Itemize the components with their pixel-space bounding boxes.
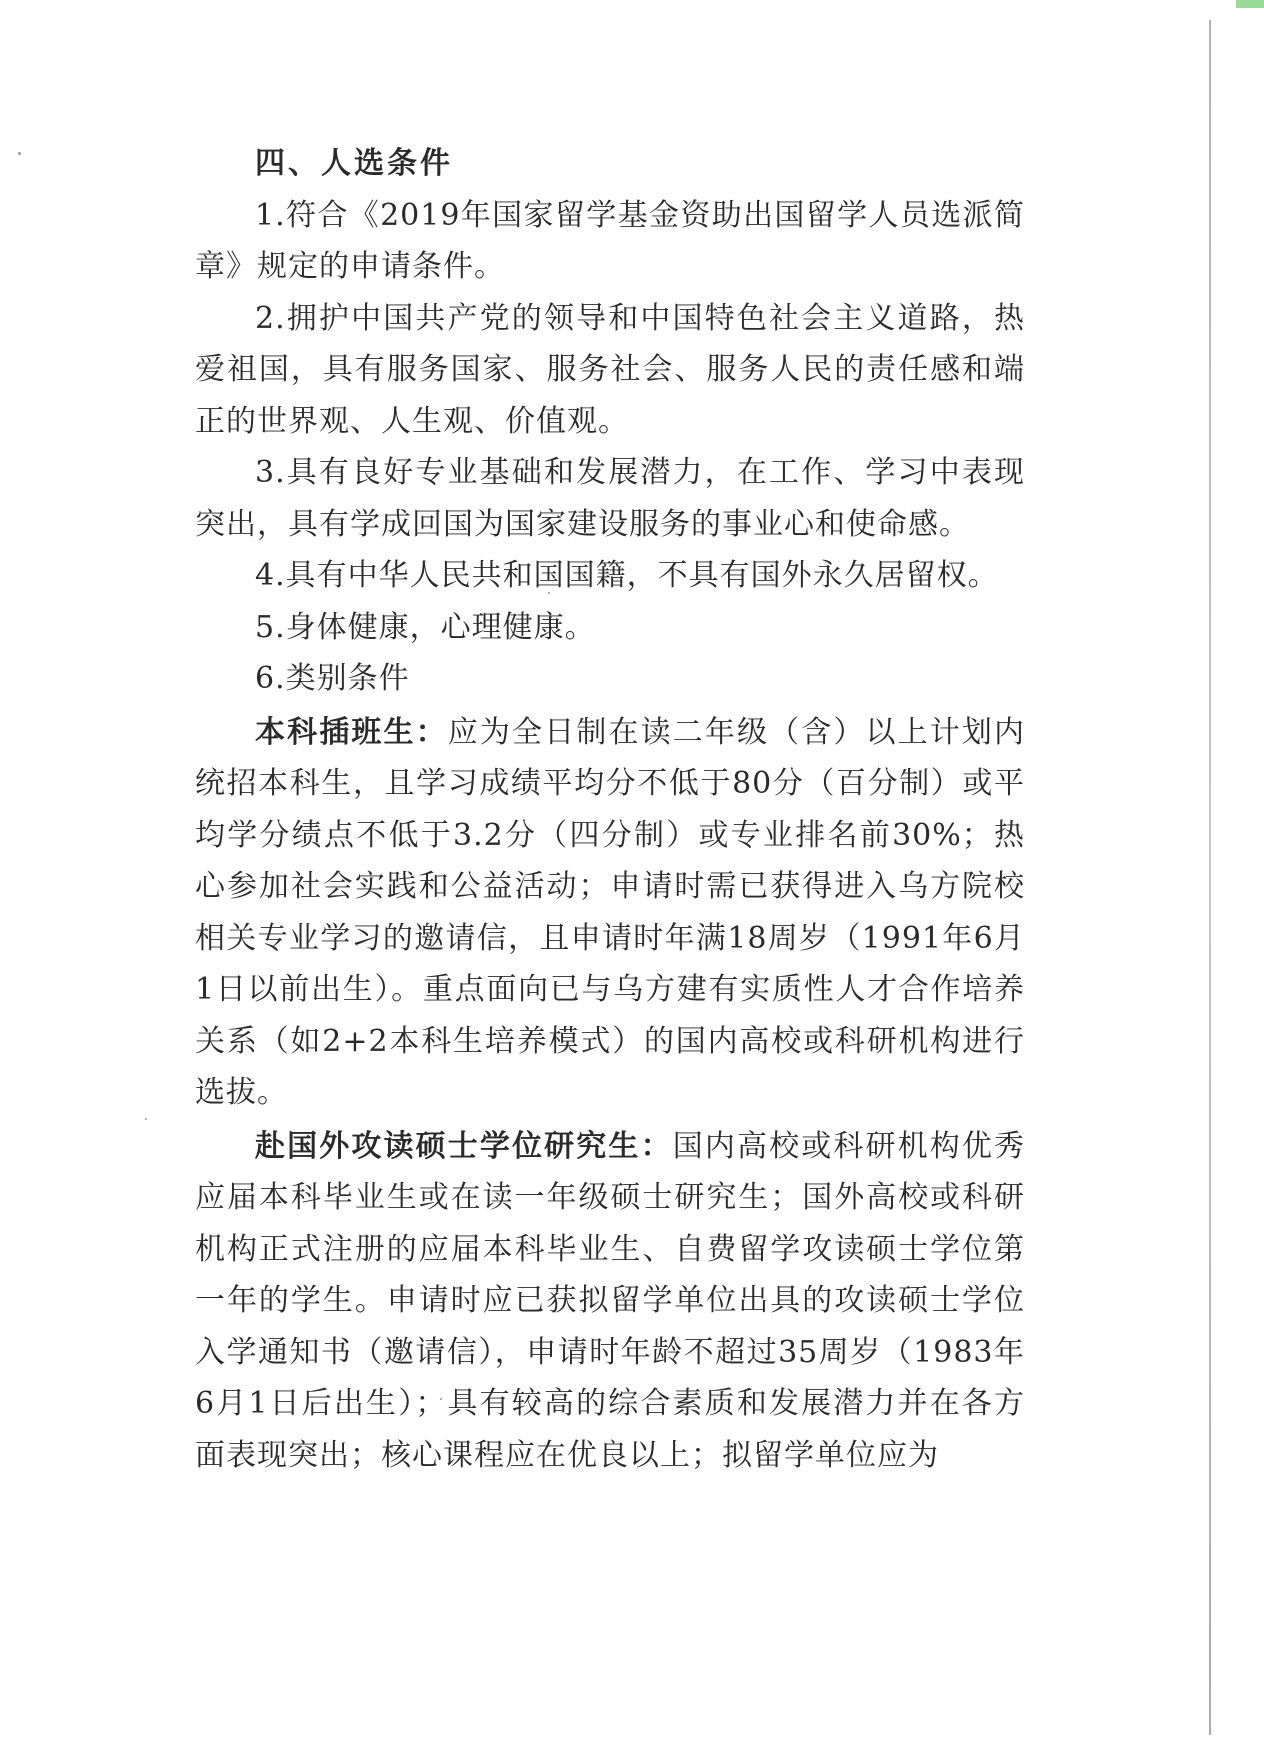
page-edge-line	[1209, 20, 1211, 1735]
condition-2: 2.拥护中国共产党的领导和中国特色社会主义道路，热爱祖国，具有服务国家、服务社会、服务人民的责任感和端正的世界观、人生观、价值观。	[195, 300, 1025, 439]
document-body	[195, 138, 1025, 1481]
condition-3: 3.具有良好专业基础和发展潜力，在工作、学习中表现突出，具有学成回国为国家建设服务的事业心和使命感。	[195, 455, 1025, 542]
section-heading: 四、人选条件	[255, 146, 453, 181]
scan-speck	[145, 1118, 147, 1120]
scan-speck	[18, 152, 21, 155]
category-masters	[195, 1121, 1025, 1482]
condition-1: 1.符合《2019年国家留学基金资助出国留学人员选派简章》规定的申请条件。	[195, 197, 1025, 284]
category-text: 应为全日制在读二年级（含）以上计划内统招本科生，且学习成绩平均分不低于80分（百分制）或平均学分绩点不低于3.2分（四分制）或专业排名前30%；热心参加社会实践和公益活动；申请时需已获得进入乌方院校相关专业学习的邀请信，且申请时年满18周岁（1991年6月1日以前出生）。重点面向已与乌方建有实质性人才合作培养关系（如2+2本科生培养模式）的国内高校或科研机构进行选拔。	[195, 714, 1026, 1110]
condition-4: 4.具有中华人民共和国国籍，不具有国外永久居留权。	[255, 558, 999, 593]
condition-6: 6.类别条件	[255, 661, 410, 696]
category-undergraduate	[195, 707, 1025, 1119]
category-text: 国内高校或科研机构优秀应届本科毕业生或在读一年级硕士研究生；国外高校或科研机构正式注册的应届本科毕业生、自费留学攻读硕士学位第一年的学生。申请时应已获拟留学单位出具的攻读硕士学位入学通知书（邀请信），申请时年龄不超过35周岁（1983年6月1日后出生）；具有较高的综合素质和发展潜力并在各方面表现突出；核心课程应在优良以上；拟留学单位应为	[195, 1128, 1026, 1473]
category-label: 本科插班生：	[255, 714, 448, 750]
scan-corner-mark	[1236, 0, 1264, 8]
condition-5: 5.身体健康，心理健康。	[255, 609, 596, 645]
category-label: 赴国外攻读硕士学位研究生：	[255, 1128, 673, 1164]
